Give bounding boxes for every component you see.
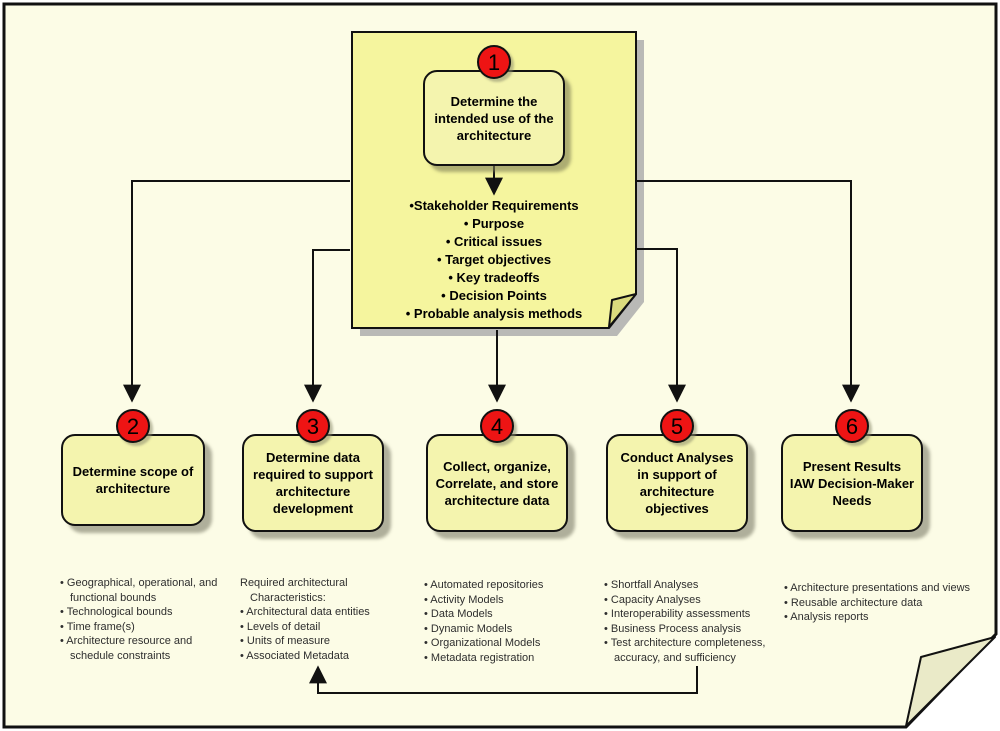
step-number-badge-5: 5: [660, 409, 694, 443]
note-bullet: • Probable analysis methods: [405, 306, 583, 321]
step-number-badge-2: 2: [116, 409, 150, 443]
step-title-2: Determine scope of architecture: [72, 464, 194, 496]
note-bullet: •Stakeholder Requirements: [409, 198, 579, 213]
step-title-5: Conduct Analyses in support of architecture objectives: [620, 450, 734, 516]
step-box-5: [606, 413, 748, 532]
detail-item: Required architectural Characteristics:: [240, 577, 348, 604]
step-box-4: [426, 413, 568, 532]
step-details-6: [784, 581, 996, 625]
step-box-6: [781, 413, 923, 532]
detail-item: • Reusable architecture data: [784, 596, 923, 609]
step-details-4: [424, 578, 592, 665]
step-title-4: Collect, organize, Correlate, and store architecture data: [435, 458, 559, 508]
detail-item: • Units of measure: [240, 635, 331, 647]
detail-item: • Dynamic Models: [424, 622, 513, 635]
detail-item: • Technological bounds: [60, 606, 173, 618]
detail-item: • Test architecture completeness, accuracy, and sufficiency: [604, 637, 766, 664]
step-number-badge-4: 4: [480, 409, 514, 443]
step-details-2: [60, 576, 232, 663]
note-bullet-list: [354, 197, 634, 323]
detail-item: • Time frame(s): [60, 620, 135, 633]
detail-item: • Data Models: [424, 608, 493, 620]
detail-item: • Architecture resource and schedule constraints: [60, 635, 193, 662]
step-box-2: [61, 413, 205, 526]
step-number-badge-1: 1: [477, 45, 511, 79]
detail-item: • Architecture presentations and views: [784, 582, 971, 594]
note-bullet: • Decision Points: [441, 288, 547, 303]
detail-item: • Levels of detail: [240, 620, 321, 633]
detail-item: • Geographical, operational, and functional bounds: [60, 577, 218, 604]
note-bullet: • Key tradeoffs: [448, 270, 540, 285]
step-box-1: [423, 49, 565, 166]
detail-item: • Activity Models: [424, 593, 504, 606]
step-number-badge-6: 6: [835, 409, 869, 443]
step-title-3: Determine data required to support architecture development: [253, 450, 373, 516]
step-number-badge-3: 3: [296, 409, 330, 443]
detail-item: • Architectural data entities: [240, 606, 370, 618]
note-bullet: • Purpose: [463, 216, 525, 231]
step-box-3: [242, 413, 384, 532]
detail-item: • Business Process analysis: [604, 622, 742, 635]
detail-item: • Analysis reports: [784, 611, 869, 623]
note-bullet: • Target objectives: [436, 252, 552, 267]
step-title-6: Present Results IAW Decision-Maker Needs: [789, 458, 915, 508]
step-title-1: Determine the intended use of the architecture: [434, 93, 554, 143]
detail-item: • Associated Metadata: [240, 649, 350, 662]
step-details-5: [604, 578, 790, 665]
detail-item: • Automated repositories: [424, 579, 544, 591]
detail-item: • Organizational Models: [424, 637, 541, 649]
detail-item: • Capacity Analyses: [604, 593, 701, 606]
detail-item: • Metadata registration: [424, 651, 535, 664]
note-bullet: • Critical issues: [445, 234, 543, 249]
detail-item: • Interoperability assessments: [604, 608, 751, 620]
detail-item: • Shortfall Analyses: [604, 579, 699, 591]
step-details-3: [240, 576, 398, 663]
